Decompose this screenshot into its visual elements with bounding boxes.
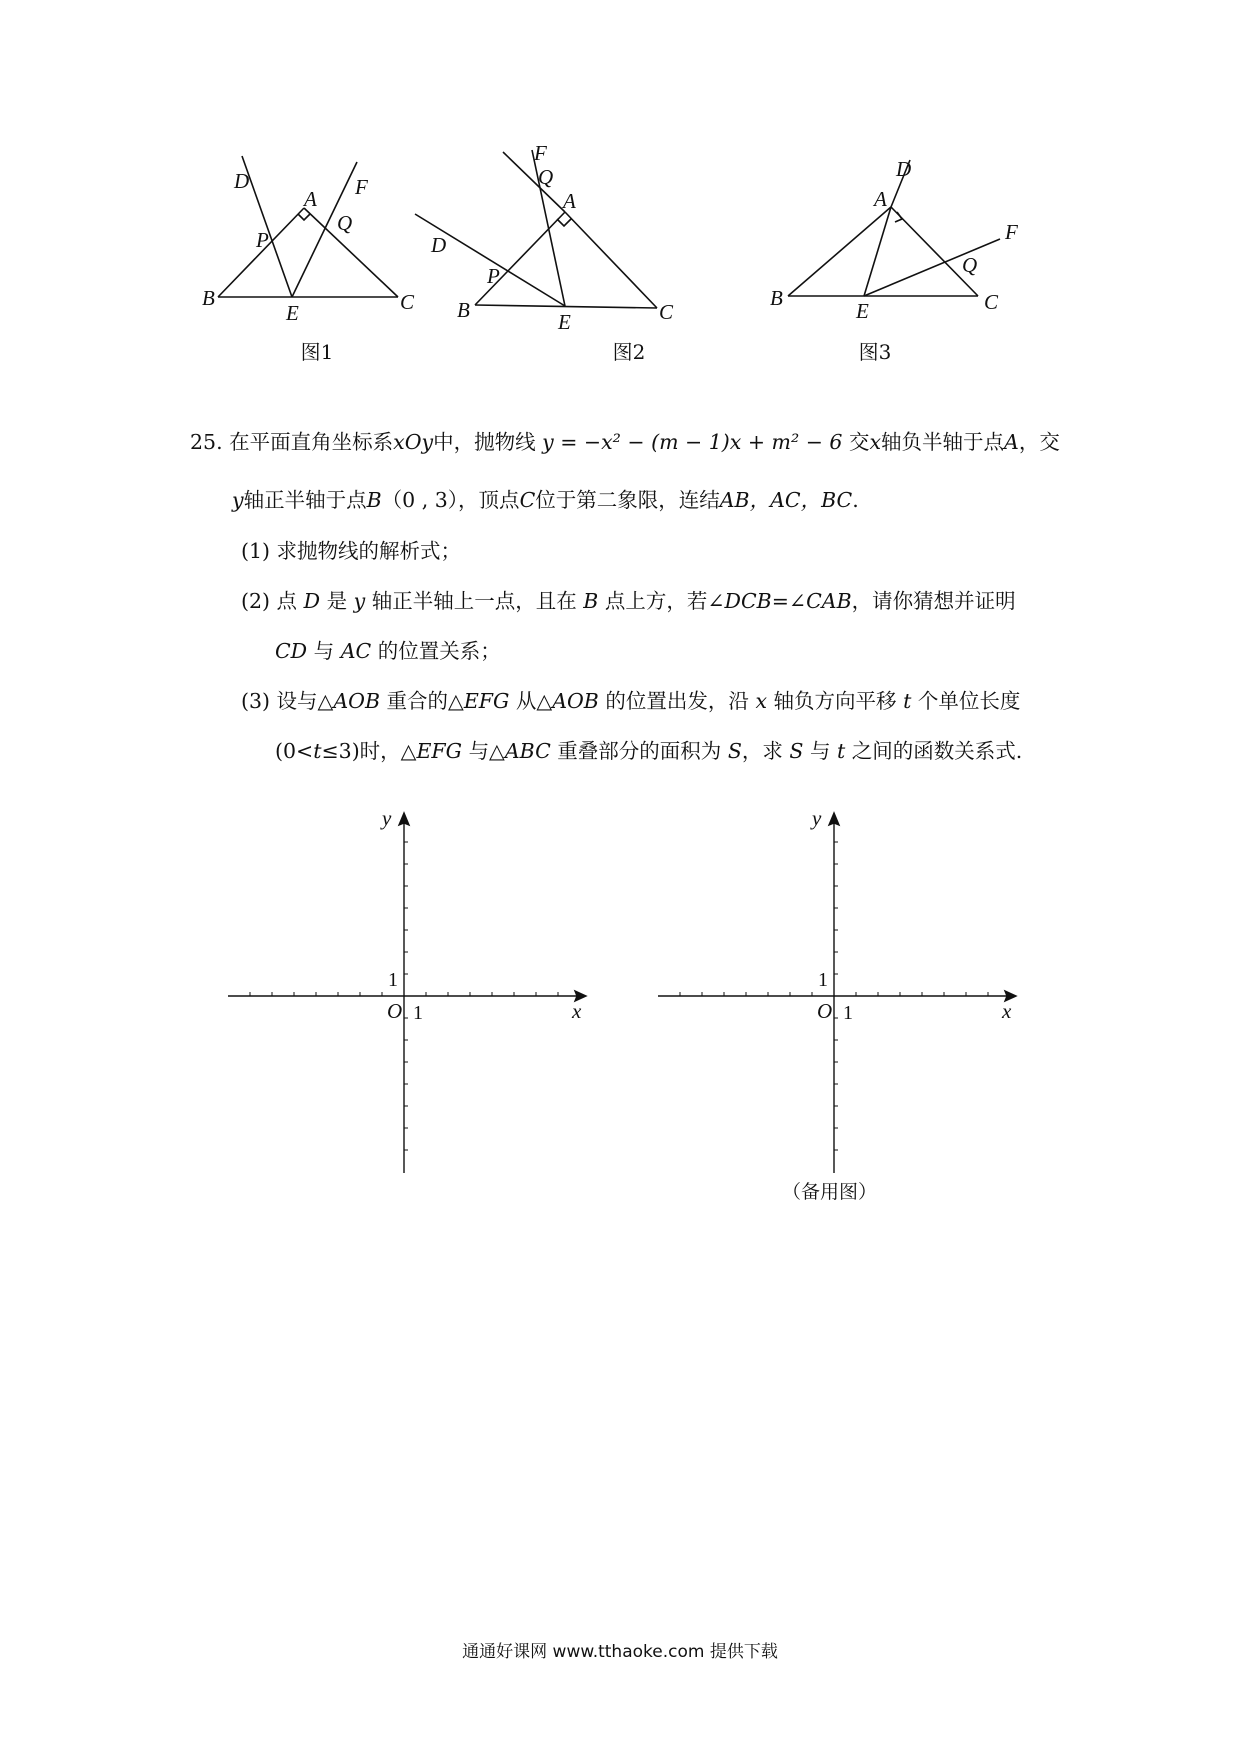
question-part-1: (1) 求抛物线的解析式； <box>241 539 462 563</box>
segment-ac <box>891 207 978 296</box>
question-part-3-line-2: (0<t≤3)时，△EFG 与△ABC 重叠部分的面积为 S，求 S 与 t 之间的函数关系式. <box>275 739 1023 763</box>
y-unit-label: 1 <box>388 969 398 991</box>
segment-ae <box>864 207 891 296</box>
label-f: F <box>1005 220 1018 244</box>
label-d: D <box>234 169 250 193</box>
parabola-formula: y = −x² − (m − 1)x + m² − 6 <box>542 430 843 454</box>
question-part-2-line-1: (2) 点 D 是 y 轴正半轴上一点，且在 B 点上方，若∠DCB=∠CAB，请你猜想并证明 <box>241 589 1016 613</box>
right-angle-mark <box>557 219 571 226</box>
right-angle-mark <box>895 212 902 222</box>
y-axis-label: y <box>382 806 392 830</box>
label-e: E <box>856 299 869 323</box>
question-part-2-line-2: CD 与 AC 的位置关系； <box>275 639 501 663</box>
footer-source: 通通好课网 www.tthaoke.com 提供下载 <box>462 1642 778 1662</box>
y-unit-label: 1 <box>818 969 828 991</box>
label-b: B <box>202 286 215 310</box>
label-d: D <box>896 157 912 181</box>
label-f: F <box>355 175 368 199</box>
label-a: A <box>304 187 317 211</box>
label-q: Q <box>962 253 978 277</box>
ray-ed <box>242 156 292 297</box>
label-q: Q <box>538 165 554 189</box>
y-axis-label: y <box>812 806 822 830</box>
segment-bc <box>475 305 657 308</box>
origin-label: O <box>817 999 833 1023</box>
x-axis-label: x <box>1002 999 1012 1023</box>
right-angle-mark <box>298 214 310 220</box>
segment-ba <box>218 208 304 297</box>
question-part-3-line-1: (3) 设与△AOB 重合的△EFG 从△AOB 的位置出发，沿 x 轴负方向平移 t 个单位长度 <box>241 689 1021 713</box>
label-a: A <box>563 189 576 213</box>
label-b: B <box>457 298 470 322</box>
origin-label: O <box>387 999 403 1023</box>
y-axis-arrow <box>829 813 839 825</box>
label-e: E <box>286 301 299 325</box>
spare-figure-caption: （备用图） <box>782 1181 878 1203</box>
label-d: D <box>431 233 447 257</box>
y-axis-arrow <box>399 813 409 825</box>
question-stem-line-2: y轴正半轴于点B（0 , 3），顶点C位于第二象限，连结AB，AC，BC. <box>232 488 859 512</box>
x-axis-label: x <box>572 999 582 1023</box>
question-number: 25. <box>190 430 223 454</box>
figure-1-caption: 图1 <box>300 340 334 364</box>
ray-ef <box>864 239 1000 296</box>
label-c: C <box>659 300 674 324</box>
label-a: A <box>874 187 887 211</box>
question-stem-line-1: 25. 在平面直角坐标系xOy中，抛物线 y = −x² − (m − 1)x + m² − 6 交x轴负半轴于点A，交 <box>190 430 1060 454</box>
segment-ac <box>565 212 657 308</box>
label-e: E <box>558 310 571 334</box>
coordinate-grid-left <box>220 805 600 1175</box>
label-f: F <box>534 141 547 165</box>
label-b: B <box>770 286 783 310</box>
figure-2-caption: 图2 <box>612 340 646 364</box>
line-ed <box>415 214 565 306</box>
label-p: P <box>256 228 269 252</box>
x-unit-label: 1 <box>843 1002 853 1024</box>
label-p: P <box>487 264 500 288</box>
x-unit-label: 1 <box>413 1002 423 1024</box>
coordinate-grid-right <box>650 805 1030 1175</box>
label-c: C <box>400 290 415 314</box>
figure-3-caption: 图3 <box>858 340 892 364</box>
segment-ba <box>788 207 891 296</box>
label-c: C <box>984 290 999 314</box>
label-q: Q <box>337 211 353 235</box>
